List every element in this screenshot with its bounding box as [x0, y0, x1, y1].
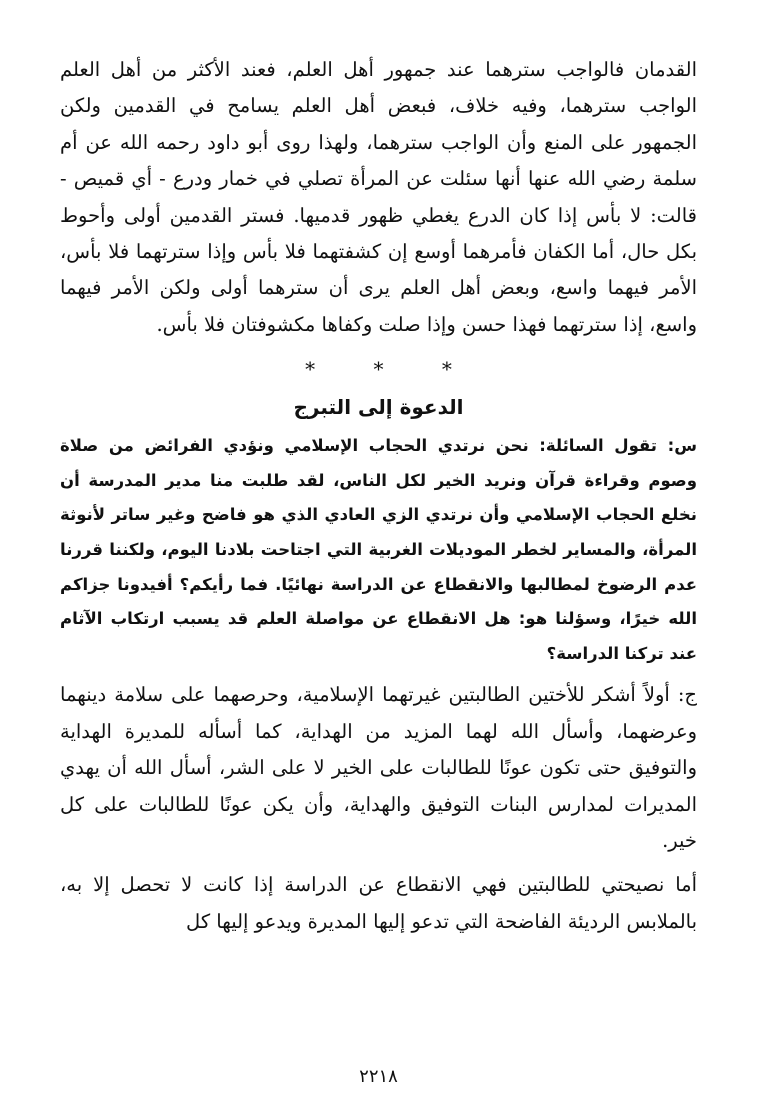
question-paragraph: س: تقول السائلة: نحن نرتدي الحجاب الإسلامي ونؤدي الفرائض من صلاة وصوم وقراءة قرآن ونريد الخير لكل الناس، لقد طلبت منا مدير المدرسة أن نخلع الحجاب الإسلامي وأن نرتدي الزي العادي الذي هو فاضح وغير ساتر لأنوثة المرأة، والمساير لخطر الموديلات الغربية التي اجتاحت بلادنا اليوم، ولكننا قررنا عدم الرضوخ لمطالبها والانقطاع عن الدراسة نهائيًا. فما رأيكم؟ أفيدونا جزاكم الله خيرًا، وسؤلنا هو: هل الانقطاع عن مواصلة العلم قد يسبب ارتكاب الآثام عند تركنا الدراسة؟: [60, 436, 697, 663]
answer-paragraph: ج: أولاً أشكر للأختين الطالبتين غيرتهما الإسلامية، وحرصهما على سلامة دينهما وعرضهما، وأسأل الله لهما المزيد من الهداية، كما أسأله للمديرة الهداية والتوفيق حتى تكون عونًا للطالبات على الخير لا على الشر، أسأل الله أن يهدي المديرات لمدارس البنات التوفيق والهداية، وأن يكن عونًا للطالبات على كل خير.: [60, 683, 697, 853]
section-separator: [60, 357, 697, 381]
section-heading: الدعوة إلى التبرج: [293, 395, 464, 420]
separator-star: *: [305, 357, 316, 382]
page-number: ٢٢١٨: [359, 1066, 398, 1087]
separator-star: *: [441, 357, 452, 382]
answer-paragraph-continued: أما نصيحتي للطالبتين فهي الانقطاع عن الدراسة إذا كانت لا تحصل إلا به، بالملابس الرديئة الفاضحة التي تدعو إليها المديرة ويدعو إليها كل: [60, 873, 697, 933]
intro-paragraph: القدمان فالواجب سترهما عند جمهور أهل العلم، فعند الأكثر من أهل العلم الواجب سترهما، وفيه خلاف، فبعض أهل العلم يسامح في القدمين ولكن الجمهور على المنع وأن الواجب سترهما، ولهذا روى أبو داود رحمه الله عن أم سلمة رضي الله عنها أنها سئلت عن المرأة تصلي في خمار ودرع - أي قميص - قالت: لا بأس إذا كان الدرع يغطي ظهور قدميها. فستر القدمين أولى وأحوط بكل حال، أما الكفان فأمرهما أوسع إن كشفتهما فلا بأس وإذا سترتهما فلا بأس، الأمر فيهما واسع، وبعض أهل العلم يرى أن سترهما أولى ولكن الأمر فيهما واسع، إذا سترتهما فهذا حسن وإذا صلت وكفاها مكشوفتان فلا بأس.: [60, 58, 697, 336]
separator-star: *: [373, 357, 384, 382]
document-page: [60, 52, 697, 940]
